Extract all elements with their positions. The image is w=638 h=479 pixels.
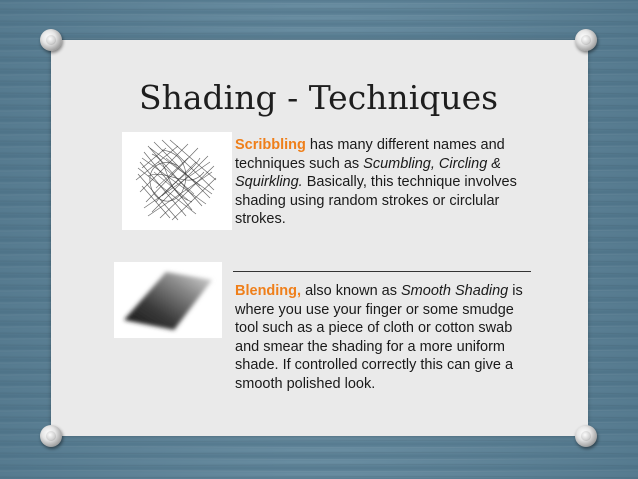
blending-shading-image xyxy=(114,262,222,338)
slide-title: Shading - Techniques xyxy=(139,78,499,117)
section-divider xyxy=(233,271,531,272)
scribble-shading-image xyxy=(122,132,232,230)
thumbtack-icon xyxy=(575,425,597,447)
scribbling-description: Scribbling has many different names and techniques such as Scumbling, Circling & Squirkling. Basically, this technique involves shading using random strokes or circlular strokes. xyxy=(235,137,517,228)
blending-keyword: Blending, xyxy=(235,283,302,299)
blending-description: Blending, also known as Smooth Shading is where you use your finger or some smudge tool such as a piece of cloth or cotton swab and smear the shading for a more uniform shade. If controlled correctly this can give a smooth polished look. xyxy=(235,283,523,392)
thumbtack-icon xyxy=(40,29,62,51)
thumbtack-icon xyxy=(40,425,62,447)
thumbtack-icon xyxy=(575,29,597,51)
scribbling-keyword: Scribbling xyxy=(235,137,306,153)
